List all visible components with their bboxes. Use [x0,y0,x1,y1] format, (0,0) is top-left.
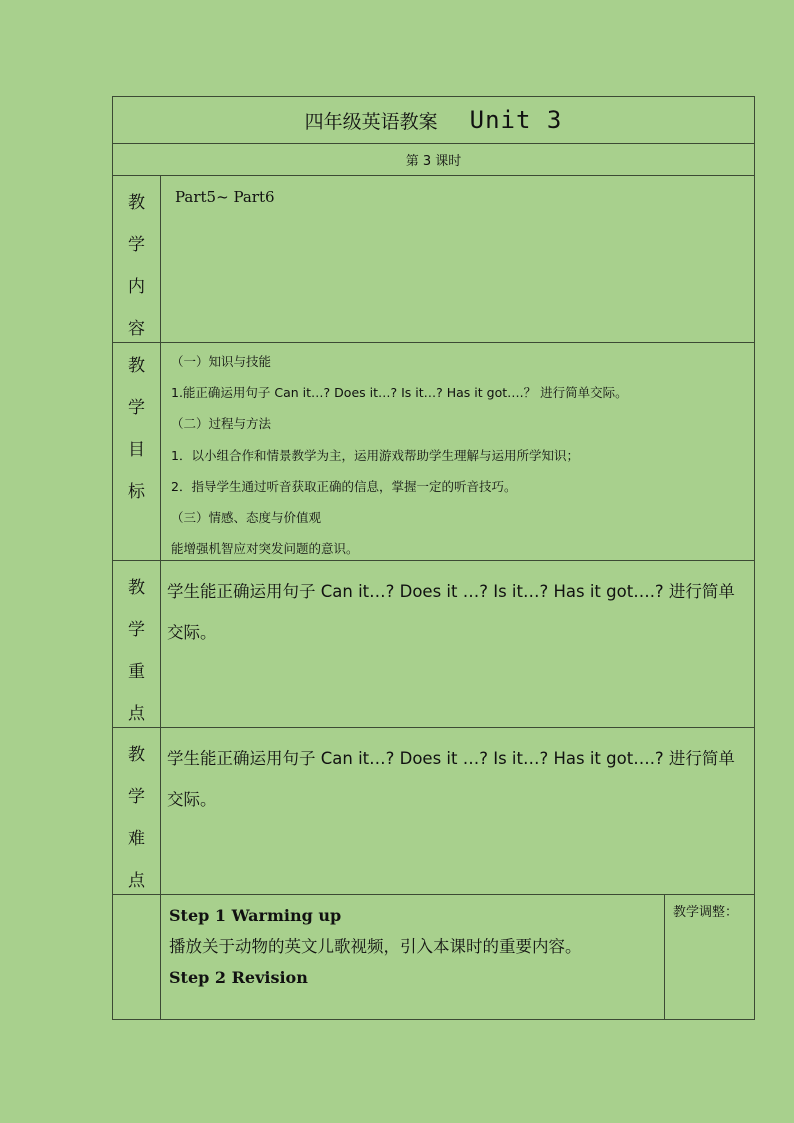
step-1-text: 播放关于动物的英文儿歌视频，引入本课时的重要内容。 [169,937,582,956]
teaching-content-label: 教 学 内 容 [113,176,161,342]
step-1-title: Step 1 Warming up [169,906,342,925]
procedure-row [113,895,754,1019]
goal-line: （一）知识与技能 [171,354,272,369]
title-row [113,97,754,144]
lesson-row [113,144,754,176]
teaching-adjustment: 教学调整： [673,905,739,920]
key-points-label: 教 学 重 点 [113,561,161,727]
teaching-goals-row [113,343,754,561]
goal-line: （二）过程与方法 [171,416,272,432]
lesson-number: 第 3 课时 [405,154,462,169]
goal-line: 能增强机智应对突发问题的意识。 [171,541,359,557]
page-title: 四年级英语教案 [304,110,438,133]
procedure-label [113,895,161,1019]
procedure-text [161,895,665,1019]
teaching-content-row [113,176,754,343]
goal-line: 2．指导学生通过听音获取正确的信息，掌握一定的听音技巧。 [171,478,517,494]
difficulties-text: 学生能正确运用句子 Can it…? Does it …? Is it…? Has it got….? 进行简单交际。 [167,749,735,809]
key-points-row [113,561,754,728]
key-points-text: 学生能正确运用句子 Can it…? Does it …? Is it…? Has it got….? 进行简单交际。 [167,582,735,642]
teaching-goals-label: 教 学 目 标 [113,343,161,560]
goal-line: （三）情感、态度与价值观 [171,510,322,526]
lesson-plan-table [112,96,755,1020]
goal-line: 1．以小组合作和情景教学为主，运用游戏帮助学生理解与运用所学知识； [171,447,579,463]
difficulties-row [113,728,754,895]
teaching-content-text: Part5~ Part6 [175,188,275,206]
step-2-title: Step 2 Revision [169,968,308,987]
teaching-goals-text [161,343,754,560]
difficulties-label: 教 学 难 点 [113,728,161,894]
unit-label: Unit 3 [469,106,563,134]
goal-line: 1.能正确运用句子 Can it…? Does it…? Is it…? Has it got….？ 进行简单交际。 [171,385,628,401]
